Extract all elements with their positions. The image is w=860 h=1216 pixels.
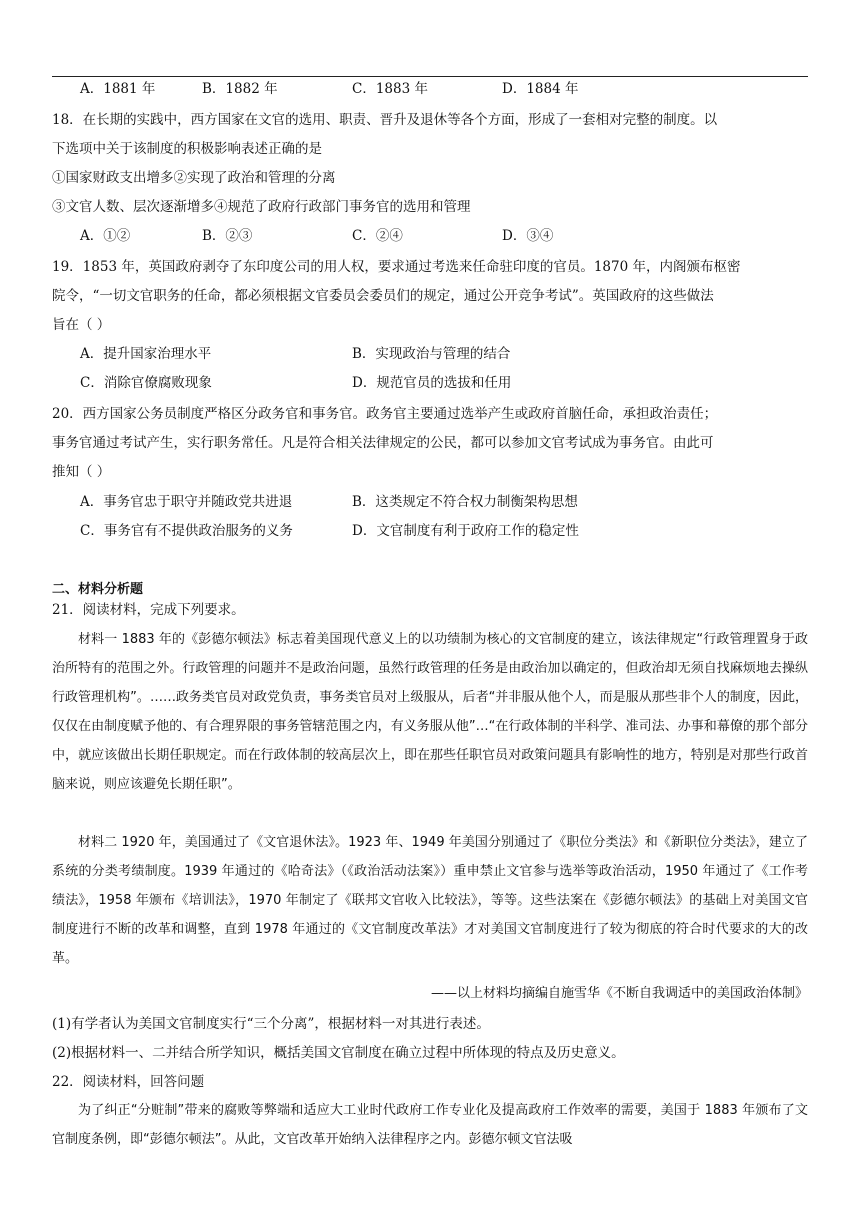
q19-stem-line2: 院令，“一切文官职务的任命，都必须根据文官委员会委员们的规定，通过公开竞争考试”。英国政府的这些做法 [52, 288, 714, 304]
q18-items-line1: ①国家财政支出增多②实现了政治和管理的分离 [52, 170, 336, 186]
q19-stem-line1: 19．1853 年，英国政府剥夺了东印度公司的用人权，要求通过考选来任命驻印度的官员。1870 年，内阁颁布枢密 [52, 259, 741, 275]
q18-items-line2: ③文官人数、层次逐渐增多④规范了政府行政部门事务官的选用和管理 [52, 199, 471, 215]
q21-requirement-2: (2)根据材料一、二并结合所学知识，概括美国文官制度在确立过程中所体现的特点及历史意义。 [52, 1045, 625, 1061]
q18-option-d: D．③④ [502, 228, 554, 244]
section-title: 二、材料分析题 [52, 582, 144, 597]
q17-option-b: B．1882 年 [202, 81, 278, 97]
q21-requirement-1: (1)有学者认为美国文官制度实行“三个分离”，根据材料一对其进行表述。 [52, 1016, 490, 1032]
q19-option-d: D．规范官员的选拔和任用 [352, 375, 512, 391]
q19-stem-line3: 旨在（ ） [52, 317, 111, 333]
q18-option-b: B．②③ [202, 228, 253, 244]
q20-stem-line3: 推知（ ） [52, 464, 111, 480]
q21-source: ——以上材料均摘编自施雪华《不断自我调适中的美国政治体制》 [430, 986, 808, 1001]
q19-option-a: A．提升国家治理水平 [80, 346, 212, 362]
q19-option-b: B．实现政治与管理的结合 [352, 346, 511, 362]
q20-stem-line2: 事务官通过考试产生，实行职务常任。凡是符合相关法律规定的公民，都可以参加文官考试成为事务官。由此可 [52, 435, 714, 451]
q21-material1 [52, 625, 808, 799]
q20-option-b: B．这类规定不符合权力制衡架构思想 [352, 494, 578, 510]
q18-option-a: A．①② [80, 228, 131, 244]
q17-option-d: D．1884 年 [502, 81, 579, 97]
q18-stem-line2: 下选项中关于该制度的积极影响表述正确的是 [52, 141, 322, 157]
q18-stem-line1: 18．在长期的实践中，西方国家在文官的选用、职责、晋升及退休等各个方面，形成了一套相对完整的制度。以 [52, 112, 718, 128]
q22-stem: 22．阅读材料，回答问题 [52, 1074, 205, 1090]
q17-option-c: C．1883 年 [352, 81, 428, 97]
q21-stem: 21．阅读材料，完成下列要求。 [52, 602, 245, 618]
q19-option-c: C．消除官僚腐败现象 [80, 375, 212, 391]
q18-option-c: C．②④ [352, 228, 403, 244]
q20-option-d: D．文官制度有利于政府工作的稳定性 [352, 523, 579, 539]
q20-option-c: C．事务官有不提供政治服务的义务 [80, 523, 293, 539]
q21-material2 [52, 828, 808, 973]
q17-option-a: A．1881 年 [80, 81, 156, 97]
q22-material [52, 1096, 808, 1154]
q21-material2-text: 材料二 1920 年，美国通过了《文官退休法》。1923 年、1949 年美国分别通过了《职位分类法》和《新职位分类法》，建立了系统的分类考绩制度。1939 年通过的《哈奇法》（《政治活动法案》）重申禁止文官参与选举等政治活动，1950 年通过了《工作考绩法》，1958 年颁布《培训法》，1970 年制定了《联邦文官收入比较法》，等等。这些法案在《彭德尔顿法》的基础上对美国文官制度进行不断的改革和调整，直到 1978 年通过的《文官制度改革法》才对美国文官制度进行了较为彻底的符合时代要求的大的改革。 [52, 835, 808, 966]
q20-stem-line1: 20．西方国家公务员制度严格区分政务官和事务官。政务官主要通过选举产生或政府首脑任命，承担政治责任； [52, 406, 718, 422]
q22-material-text: 为了纠正“分赃制”带来的腐败等弊端和适应大工业时代政府工作专业化及提高政府工作效率的需要，美国于 1883 年颁布了文官制度条例，即“彭德尔顿法”。从此，文官改革开始纳入法律程序之内。彭德尔顿文官法吸 [52, 1103, 808, 1147]
top-rule [52, 76, 808, 77]
q21-material1-text: 材料一 1883 年的《彭德尔顿法》标志着美国现代意义上的以功绩制为核心的文官制度的建立，该法律规定“行政管理置身于政治所特有的范围之外。行政管理的问题并不是政治问题，虽然行政管理的任务是由政治加以确定的，但政治却无须自找麻烦地去操纵行政管理机构”。……政务类官员对政党负责，事务类官员对上级服从，后者“并非服从他个人，而是服从那些非个人的制度，因此，仅仅在由制度赋予他的、有合理界限的事务管辖范围之内，有义务服从他”…“在行政体制的半科学、准司法、办事和幕僚的那个部分中，就应该做出长期任职规定。而在行政体制的较高层次上，即在那些任职官员对政策问题具有影响性的地方，特别是对那些行政首脑来说，则应该避免长期任职”。 [52, 632, 808, 792]
q20-option-a: A．事务官忠于职守并随政党共进退 [80, 494, 293, 510]
